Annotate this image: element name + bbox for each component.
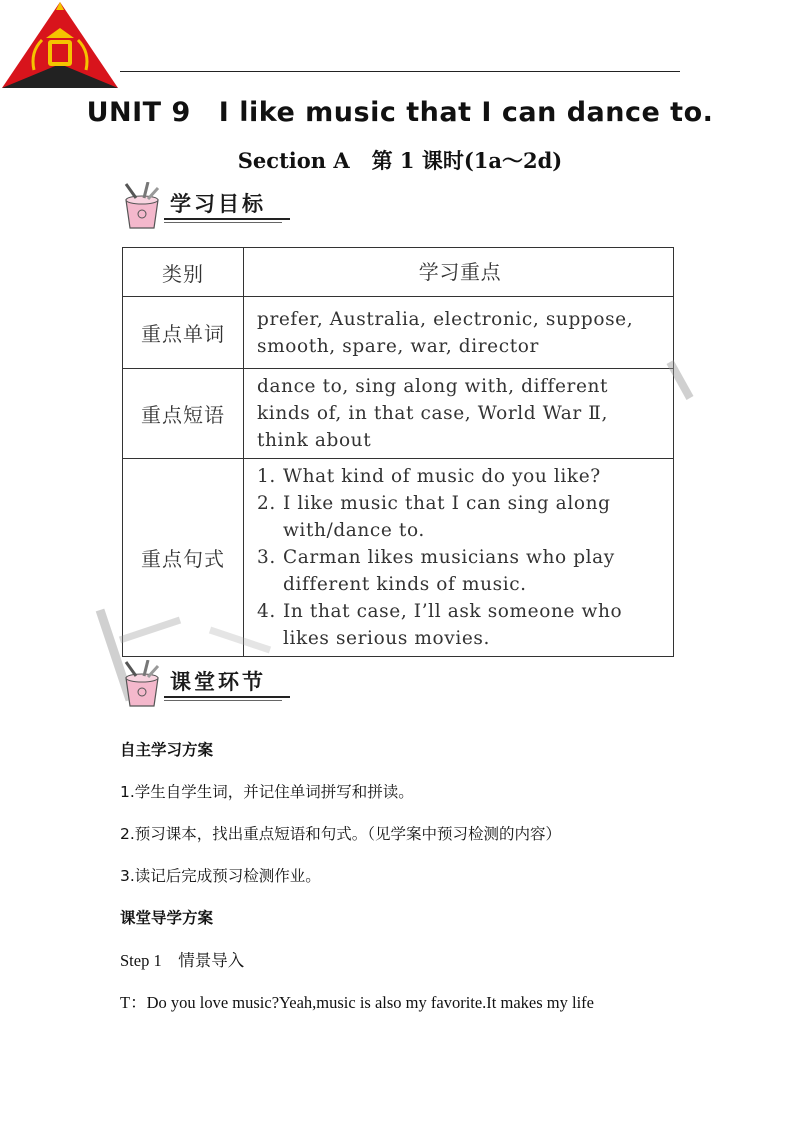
key-points-table <box>122 247 674 657</box>
list-item: 4. In that case, I’ll ask someone who likes serious movies. <box>257 601 623 649</box>
pencil-cup-icon <box>118 660 166 710</box>
sentence-list <box>257 463 663 652</box>
page-subtitle <box>0 145 800 175</box>
row-content: prefer, Australia, electronic, suppose, smooth, spare, war, director <box>244 297 674 369</box>
self-study-title: 自主学习方案 <box>120 741 214 759</box>
row-category: 重点单词 <box>123 297 244 369</box>
row-category: 重点句式 <box>123 459 244 657</box>
objectives-heading-label: 学习目标 <box>170 192 266 216</box>
header-rule <box>120 71 680 72</box>
unit-title: I like music that I can dance to. <box>218 97 714 128</box>
study-step: 1.学生自学生词，并记住单词拼写和拼读。 <box>120 783 414 801</box>
table-row <box>123 297 674 369</box>
objectives-heading <box>118 182 298 232</box>
row-content <box>244 459 674 657</box>
table-row <box>123 459 674 657</box>
row-category: 重点短语 <box>123 369 244 459</box>
pencil-cup-icon <box>118 182 166 232</box>
heading-underline <box>164 696 290 698</box>
page-title <box>0 97 800 128</box>
dialogue-line: T：Do you love music?Yeah,music is also my favorite.It makes my life <box>120 993 594 1012</box>
list-item: 1. What kind of music do you like? <box>257 466 601 487</box>
heading-underline <box>164 218 290 220</box>
study-step: 2.预习课本，找出重点短语和句式。（见学案中预习检测的内容） <box>120 825 562 843</box>
heading-underline-thin <box>164 222 282 223</box>
lesson-label: 第 1 课时(1a～2d) <box>371 148 563 173</box>
classroom-heading-label: 课堂环节 <box>170 670 266 694</box>
row-content: dance to, sing along with, different kinds of, in that case, World War Ⅱ, think about <box>244 369 674 459</box>
unit-number: UNIT 9 <box>86 97 191 128</box>
guided-study-title: 课堂导学方案 <box>120 909 214 927</box>
table-header-focus: 学习重点 <box>244 248 674 297</box>
list-item: 2. I like music that I can sing along with/dance to. <box>257 493 611 541</box>
table-header-row <box>123 248 674 297</box>
list-item: 3. Carman likes musicians who play different kinds of music. <box>257 547 615 595</box>
step-heading: Step 1 情景导入 <box>120 951 245 970</box>
study-step: 3.读记后完成预习检测作业。 <box>120 867 321 885</box>
school-logo-icon <box>0 0 120 90</box>
heading-underline-thin <box>164 700 282 701</box>
table-row <box>123 369 674 459</box>
classroom-heading <box>118 660 298 710</box>
table-header-category: 类别 <box>123 248 244 297</box>
section-label: Section A <box>237 148 350 173</box>
